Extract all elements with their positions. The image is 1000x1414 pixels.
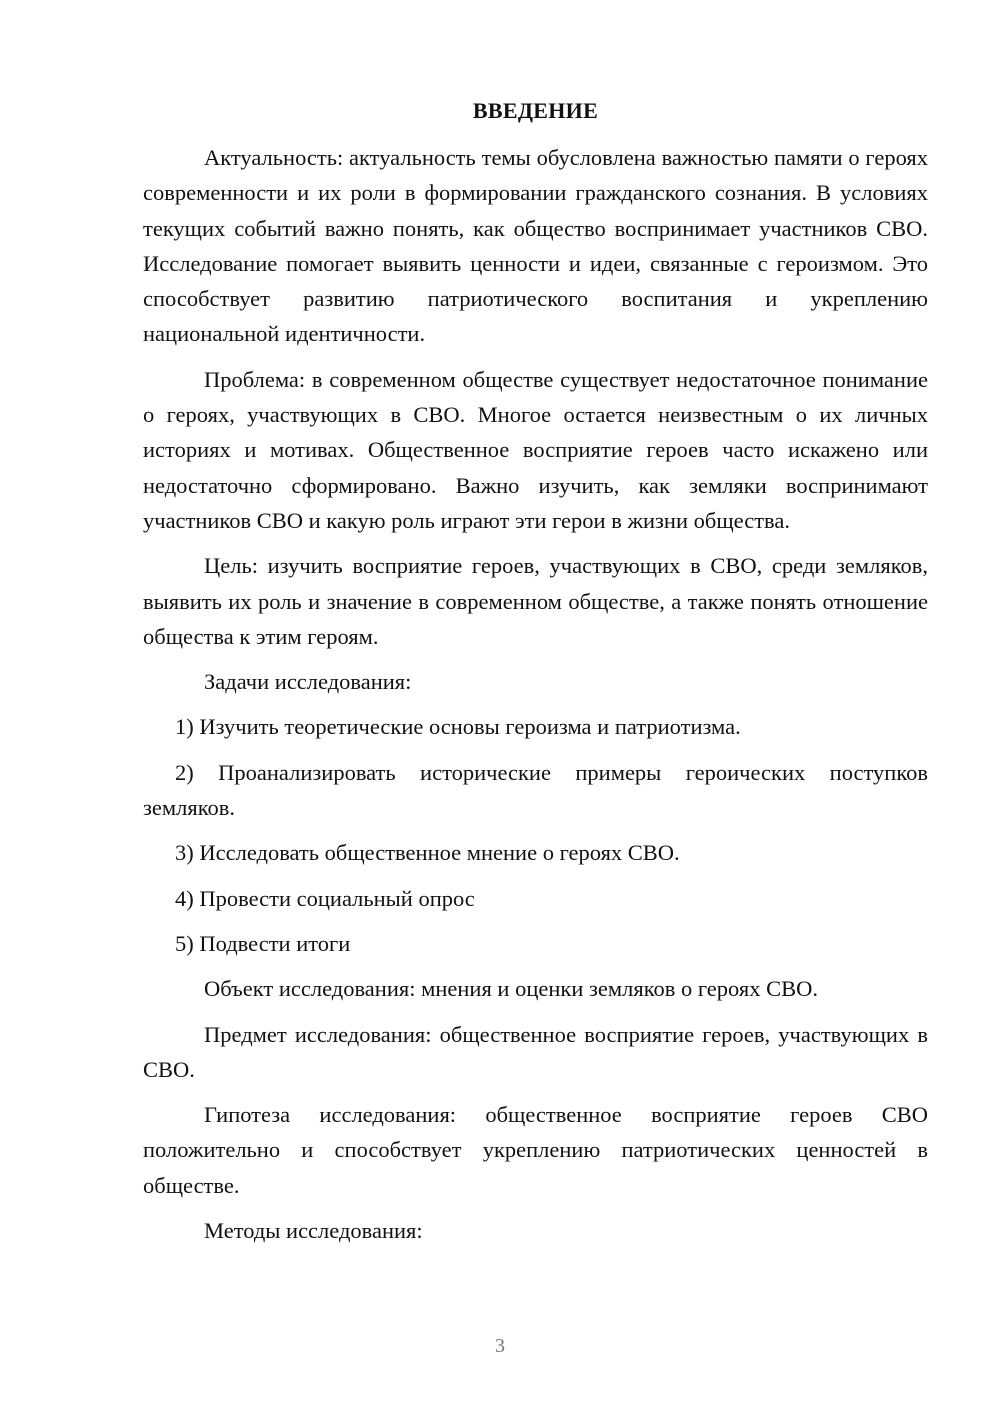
relevance-paragraph: Актуальность: актуальность темы обусловлена важностью памяти о героях современности и их роли в формировании гражданского сознания. В условиях текущих событий важно понять, как общество воспринимает участников СВО. Исследование помогает выявить ценности и идеи, связанные с героизмом. Это способствует развитию патриотического воспитания и укреплению национальной идентичности. [143, 145, 928, 347]
task-item-4: 4) Провести социальный опрос [175, 885, 475, 911]
subject-paragraph: Предмет исследования: общественное восприятие героев, участвующих в СВО. [143, 1021, 928, 1082]
object-paragraph: Объект исследования: мнения и оценки земляков о героях СВО. [204, 976, 818, 1002]
hypothesis-paragraph: Гипотеза исследования: общественное восприятие героев СВО положительно и способствует укреплению патриотических ценностей в обществе. [143, 1102, 928, 1198]
task-item-5: 5) Подвести итоги [175, 930, 351, 956]
problem-paragraph: Проблема: в современном обществе существует недостаточное понимание о героях, участвующих в СВО. Многое остается неизвестным о их личных историях и мотивах. Общественное восприятие героев часто искажено или недостаточно сформировано. Важно изучить, как земляки воспринимают участников СВО и какую роль играют эти герои в жизни общества. [143, 366, 928, 533]
task-item-2: 2) Проанализировать исторические примеры героических поступков земляков. [143, 759, 928, 821]
goal-paragraph: Цель: изучить восприятие героев, участвующих в СВО, среди земляков, выявить их роль и значение в современном обществе, а также понять отношение общества к этим героям. [143, 553, 928, 649]
methods-heading: Методы исследования: [204, 1218, 423, 1244]
task-item-3: 3) Исследовать общественное мнение о героях СВО. [175, 840, 680, 866]
task-item-1: 1) Изучить теоретические основы героизма и патриотизма. [175, 714, 741, 740]
page-number: 3 [495, 1335, 505, 1357]
section-title: ВВЕДЕНИЕ [472, 98, 599, 123]
tasks-heading: Задачи исследования: [204, 669, 412, 695]
document-page [143, 96, 928, 1258]
